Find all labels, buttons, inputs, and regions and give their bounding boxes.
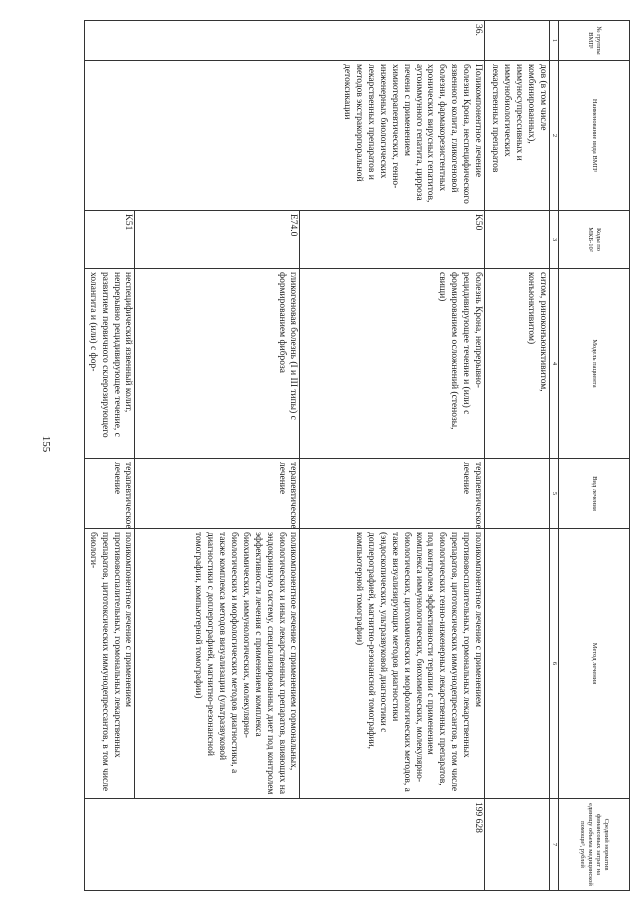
- treatment-type: терапевтическое лечение: [135, 459, 300, 529]
- icd-code: K50: [300, 211, 485, 269]
- column-number: 6: [550, 529, 559, 799]
- column-number: 5: [550, 459, 559, 529]
- header-row: [559, 21, 630, 891]
- table-row: [300, 21, 485, 891]
- treatment-type: терапевтическое лечение: [300, 459, 485, 529]
- icd-code: K51: [85, 211, 136, 269]
- column-number: 1: [550, 21, 559, 61]
- treatment-method: поликомпонентное лечение с применением гормональных, биологических и иных лекарственных препаратов, влияющих на эндокринную систему, специализированных диет под контролем эффективности лечения с применением комплекса биохимических, иммунологических, молекулярно-биологических и морфологических методов диагностики, а также комплекса методов визуализации (ультразвуковой диагностики с доплерографией, магнитно-резонансной томографии, компьютерной томографии): [135, 529, 300, 799]
- column-number: 3: [550, 211, 559, 269]
- group-vmp-name: Поликомпонентное лечение болезни Крона, неспецифического язвенного колита, гликогеновой болезни, фармакорезистентных хронических вирусных гепатитов, аутоиммунного гепатита, цирроза печени с применением химиотерапевтических, генно-инженерных биологических лекарственных препаратов и методов экстракорпоральной детоксикации: [300, 61, 485, 211]
- treatment-method: поликомпонентное лечение с применением противовоспалительных, гормональных лекарственных препаратов, цитотоксических иммунодепрессантов, в том числе биологических генно-инженерных лекарственных препаратов, под контролем эффективности терапии с применением комплекса иммунологических, биохимических, молекулярно-биологических, цитохимических и морфологических методов, а также визуализирующих методов диагностики (эндоскопических, ультразвуковой диагностики с доплерографией, магнитно-резонансной томографии, компьютерной томографии): [300, 529, 485, 799]
- column-number: 2: [550, 61, 559, 211]
- patient-model: неспецифический язвенный колит, непрерывно рецидивирующее течение, с развитием первичного склерозирующего холангита и (или) с фор-: [85, 269, 136, 459]
- header-group-number: № группы ВМП¹: [559, 21, 630, 61]
- rotated-table-container: [87, 20, 630, 890]
- table-row: [85, 21, 136, 891]
- page-number: 155: [40, 435, 52, 453]
- treatment-method: поликомпонентное лечение с применением противовоспалительных, гормональных лекарственных препаратов, цитотоксических иммунодепрессантов, в том числе биологи-: [85, 529, 136, 799]
- table-row: [135, 21, 300, 891]
- header-treatment-type: Вид лечения: [559, 459, 630, 529]
- patient-model: болезнь Крона, непрерывно-рецидивирующее течение и (или) с формированием осложнений (стенозы, свищи): [300, 269, 485, 459]
- continuation-row: [485, 21, 550, 891]
- continuation-vmp-name: дов (в том числе комбинированных), иммуносупрессивных и иммунобиологических лекарственных препаратов: [485, 61, 550, 211]
- icd-code: E74.0: [135, 211, 300, 269]
- header-treatment-method: Метод лечения: [559, 529, 630, 799]
- column-number: 4: [550, 269, 559, 459]
- treatment-type: терапевтическое лечение: [85, 459, 136, 529]
- cost-value: 199 628: [300, 799, 485, 891]
- group-number: 36.: [300, 21, 485, 61]
- column-number-row: [550, 21, 559, 891]
- patient-model: гликогеновая болезнь (I и III типы) с формированием фиброза: [135, 269, 300, 459]
- header-patient-model: Модель пациента: [559, 269, 630, 459]
- header-icd-codes: Коды по МКБ-10²: [559, 211, 630, 269]
- column-number: 7: [550, 799, 559, 891]
- header-cost-standard: Средний норматив финансовых затрат на единицу объема медицинской помощи³, рублей: [559, 799, 630, 891]
- continuation-patient-model: ситом, риноконъюнктивитом, конъюнктивитом): [485, 269, 550, 459]
- vmp-table: [84, 20, 630, 891]
- header-vmp-name: Наименование вида ВМП¹: [559, 61, 630, 211]
